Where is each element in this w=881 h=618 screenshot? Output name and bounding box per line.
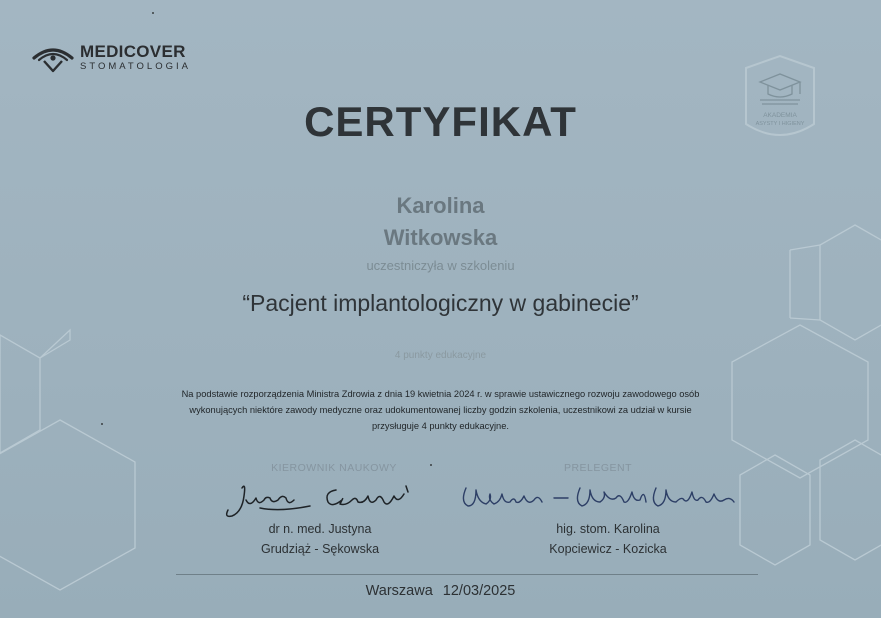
certificate-title: CERTYFIKAT: [304, 98, 577, 145]
speaker-role: PRELEGENT: [563, 462, 633, 474]
signer-name-line: Grudziąż - Sękowska: [260, 542, 380, 556]
place-and-date: [0, 583, 881, 599]
legal-text: [130, 386, 751, 434]
date: 12/03/2025: [442, 583, 516, 599]
legal-line: Na podstawie rozporządzenia Ministra Zdrowia z dnia 19 kwietnia 2024 r. w sprawie ustawicznego rozwoju zawodowego osób: [181, 389, 700, 399]
scientific-director-signature: [220, 478, 430, 524]
scan-speck: [430, 464, 432, 466]
signer-name-line: Kopciewicz - Kozicka: [549, 542, 667, 556]
speaker-name: [478, 519, 738, 559]
footer-divider: [176, 574, 758, 575]
speaker-signature: [458, 478, 748, 518]
scan-speck: [152, 12, 154, 14]
signer-name-line: dr n. med. Justyna: [268, 522, 372, 536]
badge-line1: AKADEMIA: [763, 112, 797, 119]
legal-line: wykonujących niektóre zawody medyczne oraz udokumentowanej liczby godzin szkolenia, uczestnikowi za udział w kursie: [189, 405, 692, 415]
points-caption: 4 punkty edukacyjne: [394, 350, 487, 361]
medicover-logo-icon: [30, 38, 76, 76]
scan-speck: [101, 423, 103, 425]
place: Warszawa: [365, 583, 433, 599]
medicover-logo: [30, 38, 191, 76]
recipient-first-name: Karolina: [396, 193, 485, 218]
scientific-director-name: [190, 519, 450, 559]
recipient-last-name: Witkowska: [383, 225, 498, 250]
logo-subtitle: STOMATOLOGIA: [80, 60, 191, 72]
scientific-director-role: KIEROWNIK NAUKOWY: [271, 462, 397, 474]
course-title: “Pacjent implantologiczny w gabinecie”: [242, 290, 639, 316]
legal-line: przysługuje 4 punkty edukacyjne.: [372, 421, 509, 431]
participation-text: uczestniczyła w szkoleniu: [366, 258, 515, 273]
badge-line2: ASYSTY I HIGIENY: [755, 121, 805, 127]
logo-brand: MEDICOVER: [80, 41, 186, 61]
signer-name-line: hig. stom. Karolina: [556, 522, 660, 536]
